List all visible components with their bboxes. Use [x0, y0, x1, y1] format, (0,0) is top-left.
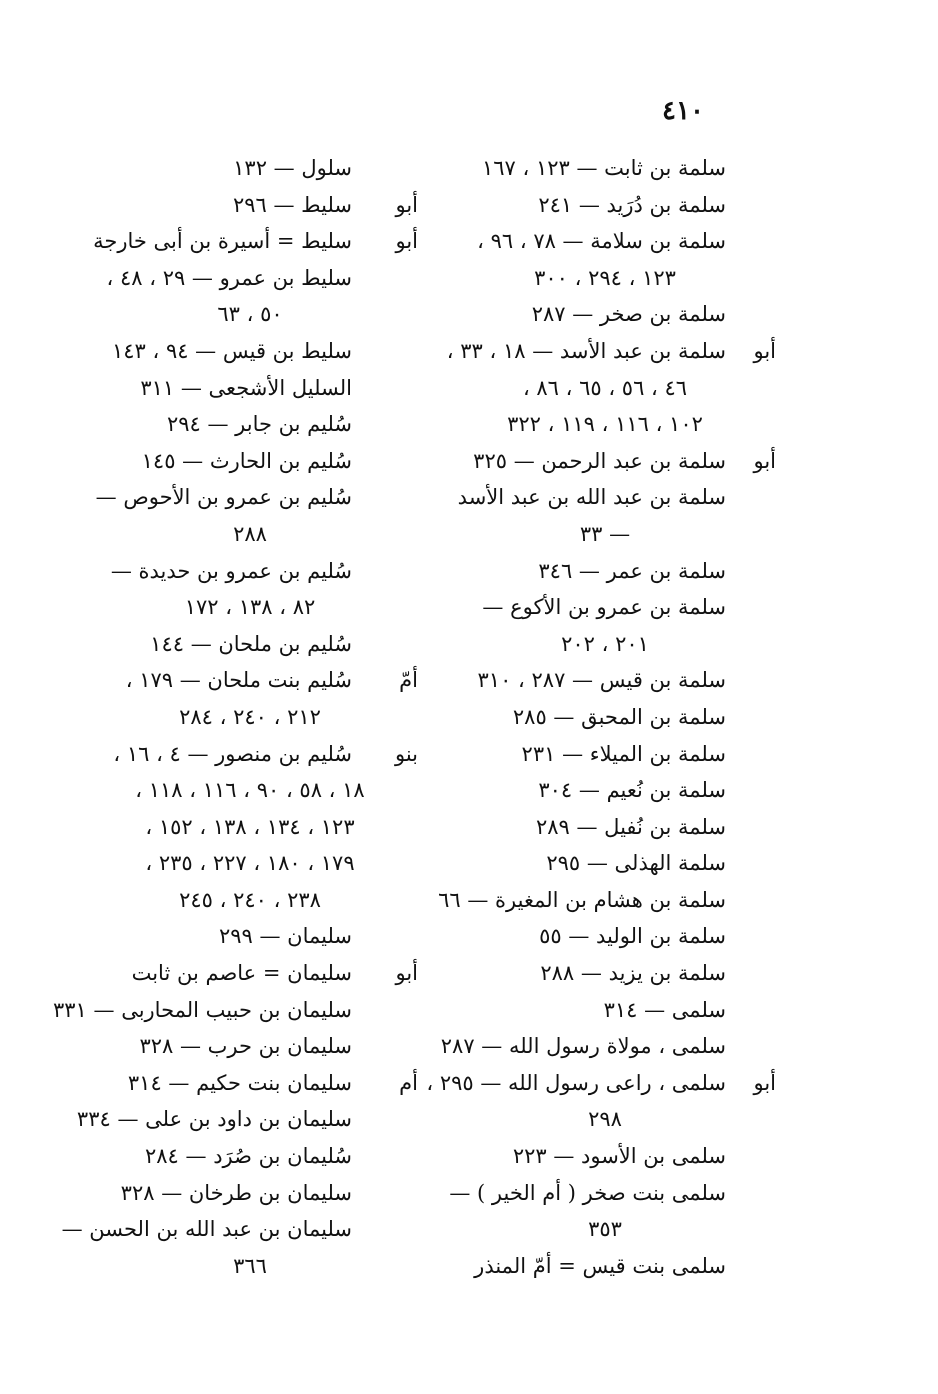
entry-text: سلمى ، مولاة رسول الله — ٢٨٧: [440, 1034, 726, 1059]
index-entry-continuation: [440, 1211, 770, 1248]
entry-text: سلمة بن صخر — ٢٨٧: [531, 302, 726, 327]
index-entry: [440, 333, 776, 370]
entry-text: ١٠٢ ، ١١٦ ، ١١٩ ، ٣٢٢: [507, 412, 703, 437]
index-entry: [90, 260, 410, 297]
entry-text: سلمة بن الوليد — ٥٥: [539, 924, 726, 949]
entry-text: سلمة بن ثابت — ١٢٣ ، ١٦٧: [481, 156, 726, 180]
entry-text: سلمة بن يزيد — ٢٨٨: [540, 961, 726, 986]
entry-text: سليط بن عمرو — ٢٩ ، ٤٨ ،: [106, 265, 352, 290]
entry-text: سلمة بن عبد الله بن عبد الأسد: [457, 485, 726, 510]
index-entry: [61, 1211, 410, 1248]
entry-text: سليمان بن طرخان — ٣٢٨: [120, 1180, 352, 1205]
entry-text: ٤٦ ، ٥٦ ، ٦٥ ، ٨٦ ،: [522, 375, 688, 400]
index-entry-continuation: [90, 845, 410, 882]
index-entry: [90, 918, 410, 955]
index-entry: [90, 1175, 410, 1212]
entry-text: سُليم بن عمرو بن حديدة —: [110, 558, 352, 583]
entry-text: سلمى ، راعى رسول الله — ٢٩٥ ،: [426, 1070, 726, 1095]
index-entry-continuation: [440, 626, 770, 663]
entry-text: سلمى بن الأسود — ٢٢٣: [512, 1144, 726, 1169]
entry-text: سليمان = عاصم بن ثابت: [131, 961, 352, 986]
index-column-right: [426, 150, 776, 1284]
entry-text: سليط — ٢٩٦: [232, 192, 352, 217]
index-entry: [90, 406, 410, 443]
index-entry-continuation: [90, 516, 410, 553]
index-entry-continuation: [440, 406, 770, 443]
entry-text: ٥٠ ، ٦٣: [217, 302, 283, 327]
entry-text: سُليم بن الحارث — ١٤٥: [141, 448, 352, 473]
index-entry: [440, 296, 770, 333]
index-entry: [90, 736, 418, 773]
entry-text: سلمى — ٣١٤: [603, 997, 726, 1022]
index-entry: [90, 662, 418, 699]
entry-text: ٢٩٨: [588, 1107, 622, 1132]
entry-prefix: أبو: [753, 338, 776, 363]
index-entry: [53, 992, 410, 1029]
index-entry: [440, 553, 770, 590]
index-entry: [440, 150, 770, 187]
index-entry: [90, 553, 410, 590]
index-entry-continuation: [90, 589, 410, 626]
entry-text: سلمة بن هشام بن المغيرة — ٦٦: [438, 887, 726, 912]
entry-text: ١٧٩ ، ١٨٠ ، ٢٢٧ ، ٢٣٥ ،: [145, 851, 355, 876]
index-entry: [440, 589, 770, 626]
entry-prefix: أمّ: [399, 668, 418, 693]
entry-text: سُليم بنت ملحان — ١٧٩ ،: [125, 668, 352, 693]
index-entry-continuation: [90, 772, 410, 809]
index-column-left: [53, 150, 418, 1284]
index-entry: [90, 333, 410, 370]
index-entry: [440, 699, 770, 736]
entry-text: سلمة الهذلى — ٢٩٥: [546, 851, 726, 876]
entry-text: سليمان — ٢٩٩: [218, 924, 352, 949]
index-entry: [440, 1175, 770, 1212]
entry-text: سلمة بن قيس — ٢٨٧ ، ٣١٠: [477, 668, 726, 693]
index-entry: [76, 1101, 410, 1138]
entry-text: ١٢٣ ، ٢٩٤ ، ٣٠٠: [534, 265, 676, 290]
index-entry: [90, 1065, 418, 1102]
index-entry-continuation: [440, 516, 770, 553]
index-entry: [440, 845, 770, 882]
index-entry-continuation: [90, 1248, 410, 1285]
entry-prefix: أبو: [753, 448, 776, 473]
entry-prefix: أبو: [395, 961, 418, 986]
entry-text: سُليمان بن صُرَد — ٢٨٤: [145, 1144, 352, 1169]
entry-text: سلمة بن المحبق — ٢٨٥: [512, 704, 726, 729]
entry-text: السليل الأشجعى — ٣١١: [140, 375, 352, 400]
index-entry: [90, 150, 410, 187]
entry-text: ٢٣٨ ، ٢٤٠ ، ٢٤٥: [179, 887, 321, 912]
entry-text: ١٢٣ ، ١٣٤ ، ١٣٨ ، ١٥٢ ،: [145, 814, 355, 839]
entry-text: ٣٥٣: [588, 1217, 622, 1242]
entry-text: سلمة بن نُفيل — ٢٨٩: [535, 814, 726, 839]
index-entry: [440, 662, 770, 699]
index-entry: [440, 443, 776, 480]
entry-prefix: أبو: [753, 1070, 776, 1095]
index-entry-continuation: [90, 882, 410, 919]
index-entry: [440, 772, 770, 809]
index-entry: [440, 882, 770, 919]
index-entry: [90, 187, 418, 224]
index-entry-continuation: [90, 699, 410, 736]
entry-text: سليط بن قيس — ٩٤ ، ١٤٣: [111, 338, 352, 363]
index-entry: [440, 955, 770, 992]
entry-text: سلمى بنت صخر ( أم الخير ) —: [449, 1180, 726, 1205]
entry-prefix: أبو: [395, 229, 418, 254]
entry-text: سلمة بن عمرو بن الأكوع —: [482, 595, 726, 620]
entry-text: ٢٠١ ، ٢٠٢: [561, 631, 649, 656]
entry-text: سلمة بن دُرَيد — ٢٤١: [538, 192, 726, 217]
entry-text: سلمة بن عمر — ٣٤٦: [538, 558, 726, 583]
entry-text: سليمان بن حبيب المحاربى — ٣٣١: [53, 997, 352, 1022]
index-entry: [440, 187, 770, 224]
entry-text: سليمان بن داود بن على — ٣٣٤: [76, 1107, 352, 1132]
index-entry-continuation: [90, 296, 410, 333]
index-entry-continuation: [440, 260, 770, 297]
index-entry: [440, 1028, 770, 1065]
index-entry: [90, 626, 410, 663]
entry-text: سلمة بن الميلاء — ٢٣١: [521, 741, 726, 766]
index-entry-continuation: [440, 370, 770, 407]
entry-text: سلمة بن عبد الرحمن — ٣٢٥: [473, 448, 726, 473]
entry-text: ٢٨٨: [233, 521, 267, 546]
index-entry: [90, 443, 410, 480]
index-entry: [440, 1248, 770, 1285]
index-entry: [440, 1138, 770, 1175]
entry-text: سُليم بن منصور — ٤ ، ١٦ ،: [113, 741, 352, 766]
index-entry: [440, 918, 770, 955]
page-number: ٤١٠: [662, 96, 704, 126]
index-entry: [426, 1065, 776, 1102]
entry-text: ١٨ ، ٥٨ ، ٩٠ ، ١١٦ ، ١١٨ ،: [135, 778, 365, 803]
entry-text: سليمان بنت حكيم — ٣١٤: [127, 1070, 352, 1095]
entry-text: سليمان بن عبد الله بن الحسن —: [61, 1217, 352, 1242]
index-entry: [440, 809, 770, 846]
index-entry: [90, 370, 410, 407]
index-entry: [440, 992, 770, 1029]
index-entry: [440, 223, 770, 260]
entry-text: سلول — ١٣٢: [233, 156, 352, 180]
index-entry: [90, 955, 418, 992]
entry-text: ٨٢ ، ١٣٨ ، ١٧٢: [184, 595, 316, 620]
entry-text: سُليم بن عمرو بن الأحوص —: [95, 485, 352, 510]
entry-text: سلمة بن عبد الأسد — ١٨ ، ٣٣ ،: [446, 338, 726, 363]
index-entry-continuation: [90, 809, 410, 846]
index-entry-continuation: [440, 1101, 770, 1138]
index-entry: [440, 736, 770, 773]
entry-text: سليمان بن حرب — ٣٢٨: [139, 1034, 352, 1059]
entry-text: ٣٦٦: [233, 1253, 267, 1278]
entry-text: — ٣٣: [579, 521, 631, 546]
index-entry: [90, 479, 410, 516]
index-entry: [90, 1028, 410, 1065]
entry-prefix: أبو: [395, 192, 418, 217]
entry-text: ٢١٢ ، ٢٤٠ ، ٢٨٤: [179, 704, 321, 729]
entry-text: سُليم بن جابر — ٢٩٤: [166, 412, 352, 437]
entry-prefix: بنو: [394, 741, 418, 766]
index-entry: [90, 1138, 410, 1175]
entry-text: سُليم بن ملحان — ١٤٤: [150, 631, 352, 656]
entry-text: سلمة بن نُعيم — ٣٠٤: [538, 778, 726, 803]
entry-text: سلمة بن سلامة — ٧٨ ، ٩٦ ،: [477, 229, 726, 254]
entry-prefix: أم: [399, 1070, 418, 1095]
entry-text: سليط = أسيرة بن أبى خارجة: [93, 229, 352, 254]
entry-text: سلمى بنت قيس = أمّ المنذر: [474, 1253, 726, 1278]
index-entry: [440, 479, 770, 516]
index-entry: [90, 223, 418, 260]
